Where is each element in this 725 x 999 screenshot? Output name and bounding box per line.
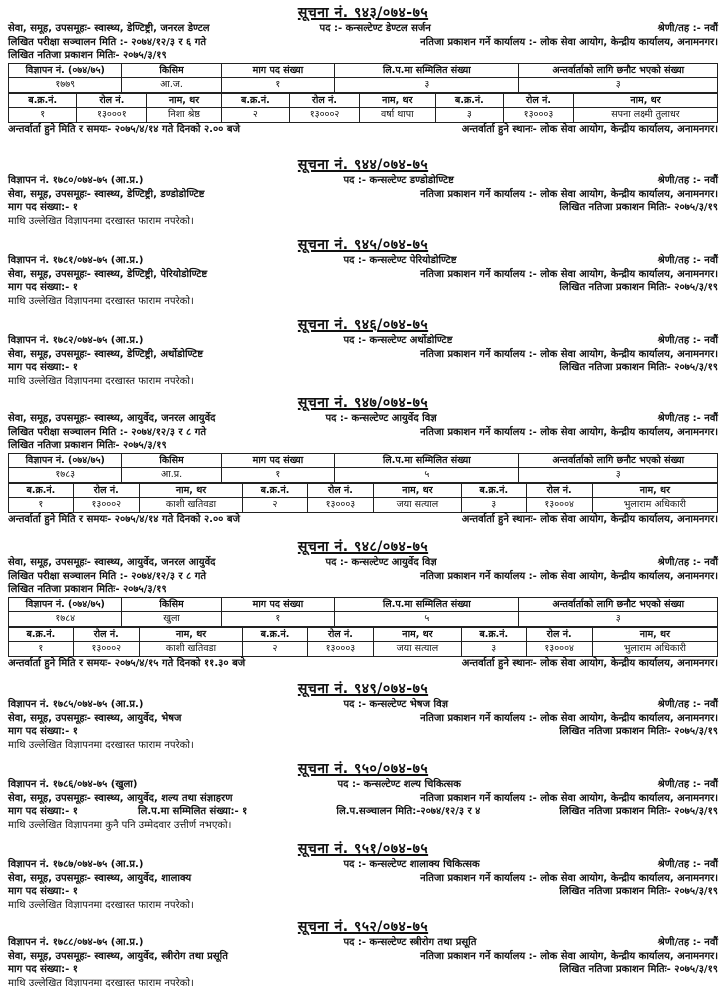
note: माथि उल्लेखित विज्ञापनमा दरखास्त फाराम नपरेको। <box>8 375 194 387</box>
exam-date: लिखित परीक्षा सञ्चालन मिति :- २०७४/१२/३ र ६ गते <box>8 36 207 48</box>
demand-count: माग पद संख्या:- १ <box>8 886 78 897</box>
interview-venue: अन्तर्वार्ता हुने स्थानः- लोक सेवा आयोग, केन्द्रीय कार्यालय, अनामनगर। <box>461 513 718 525</box>
grade: श्रेणी/तह :- नवौं <box>657 255 718 266</box>
post: पद :- कन्सल्टेण्ट डण्डोडोण्टिष्ट <box>343 175 454 186</box>
demand-count: माग पद संख्या:- १ <box>8 282 78 293</box>
notice-title: सूचना नं. ९४७/०७४-७५ <box>297 395 429 411</box>
result-office: नतिजा प्रकाशन गर्ने कार्यालय :- लोक सेवा आयोग, केन्द्रीय कार्यालय, अनामनगर। <box>420 872 718 884</box>
advertisement-no: विज्ञापन नं. १७८८/०७४-७५ (आ.प्र.) <box>8 937 144 948</box>
grade: श्रेणी/तह :- नवौं <box>657 937 718 948</box>
summary-table: विज्ञापन नं. (०७४/७५) किसिम माग पद संख्या लि.प.मा सम्मिलित संख्या अन्तर्वार्ताको लागि छनौट भएको संख्या १७७९ आ.ज. १ ३ ३ <box>8 63 718 93</box>
summary-table: विज्ञापन नं. (०७४/७५) किसिम माग पद संख्या लि.प.मा सम्मिलित संख्या अन्तर्वार्ताको लागि छनौट भएको संख्या १७८४ खुला १ ५ ३ <box>8 597 718 627</box>
result-office: नतिजा प्रकाशन गर्ने कार्यालय :- लोक सेवा आयोग, केन्द्रीय कार्यालय, अनामनगर। <box>420 570 718 582</box>
grade: श्रेणी/तह :- नवौं <box>657 779 718 790</box>
notice-title: सूचना नं. ९४६/०७४-७५ <box>297 317 429 333</box>
exam-date: लि.प.सञ्चालन मिति:-२०७४/१२/३ र ४ <box>336 806 481 817</box>
advertisement-no: विज्ञापन नं. १७८६/०७४-७५ (खुला) <box>8 779 138 790</box>
grade: श्रेणी/तह :- नवौं <box>657 859 718 870</box>
advertisement-no: विज्ञापन नं. १७८१/०७४-७५ (आ.प्र.) <box>8 255 144 266</box>
advertisement-no: विज्ञापन नं. १७८२/०७४-७५ (आ.प्र.) <box>8 335 144 346</box>
notice-947 <box>8 394 718 526</box>
interview-date: अन्तर्वार्ता हुने मिति र समयः- २०७५/४/१५ गते दिनको ११.३० बजे <box>8 657 246 669</box>
demand-count: माग पद संख्या:- १ <box>8 964 78 975</box>
note: माथि उल्लेखित विज्ञापनमा दरखास्त फाराम नपरेको। <box>8 977 194 989</box>
post: पद :- कन्सल्टेण्ट शल्य चिकित्सक <box>337 779 461 790</box>
result-date: लिखित नतिजा प्रकाशन मितिः- २०७५/३/१९ <box>8 50 167 61</box>
notice-title: सूचना नं. ९५०/०७४-७५ <box>297 761 429 777</box>
grade: श्रेणी/तह :- नवौं <box>657 175 718 186</box>
summary-table: विज्ञापन नं. (०७४/७५) किसिम माग पद संख्या लि.प.मा सम्मिलित संख्या अन्तर्वार्ताको लागि छनौट भएको संख्या १७८३ आ.प्र. १ ५ ३ <box>8 453 718 483</box>
post: पद :- कन्सल्टेण्ट अर्थोडोण्टिष्ट <box>343 335 453 346</box>
notice-title: सूचना नं. ९४३/०७४-७५ <box>297 5 429 21</box>
result-date: लिखित नतिजा प्रकाशन मितिः- २०७५/३/१९ <box>559 726 718 737</box>
service-group: सेवा, समूह, उपसमूहः- स्वास्थ्य, आयुर्वेद, शल्य तथा संज्ञाहरण <box>8 792 233 804</box>
notice-952 <box>8 918 718 990</box>
post: पद :- कन्सल्टेण्ट डेण्टल सर्जन <box>319 23 431 34</box>
interview-date: अन्तर्वार्ता हुने मिति र समयः- २०७५/४/१४ गते दिनको २.०० बजे <box>8 123 240 135</box>
grade: श्रेणी/तह :- नवौं <box>657 557 718 568</box>
notice-title: सूचना नं. ९४४/०७४-७५ <box>297 157 429 173</box>
grade: श्रेणी/तह :- नवौं <box>657 335 718 346</box>
notice-946 <box>8 316 718 388</box>
demand-count: माग पद संख्या:- १ <box>8 806 78 817</box>
interview-venue: अन्तर्वार्ता हुने स्थानः- लोक सेवा आयोग, केन्द्रीय कार्यालय, अनामनगर। <box>461 123 718 135</box>
service-group: सेवा, समूह, उपसमूहः- स्वास्थ्य, आयुर्वेद, जनरल आयुर्वेद <box>8 413 216 424</box>
service-group: सेवा, समूह, उपसमूहः- स्वास्थ्य, आयुर्वेद, स्त्रीरोग तथा प्रसूति <box>8 950 228 962</box>
service-group: सेवा, समूह, उपसमूहः- स्वास्थ्य, आयुर्वेद, शालाक्य <box>8 872 192 884</box>
candidate-table: ब.क्र.नं. रोल नं. नाम, थर ब.क्र.नं. रोल नं. नाम, थर ब.क्र.नं. रोल नं. नाम, थर १ १३०००२ काशी खतिवडा २ १३०००३ जया सत्याल ३ १३०००४ भुलाराम अधिकारी <box>8 483 718 513</box>
note: माथि उल्लेखित विज्ञापनमा दरखास्त फाराम नपरेको। <box>8 739 194 751</box>
service-group: सेवा, समूह, उपसमूहः- स्वास्थ्य, आयुर्वेद, जनरल आयुर्वेद <box>8 557 216 568</box>
advertisement-no: विज्ञापन नं. १७८०/०७४-७५ (आ.प्र.) <box>8 175 144 186</box>
notice-948 <box>8 538 718 670</box>
notice-943 <box>8 4 718 136</box>
service-group: सेवा, समूह, उपसमूहः- स्वास्थ्य, डेण्टिष्ट्री, जनरल डेण्टल <box>8 23 210 34</box>
notice-title: सूचना नं. ९४५/०७४-७५ <box>297 237 429 253</box>
notice-title: सूचना नं. ९४९/०७४-७५ <box>297 681 429 697</box>
notice-950 <box>8 760 718 832</box>
post: पद :- कन्सल्टेण्ट स्त्रीरोग तथा प्रसूति <box>343 937 477 948</box>
post: पद :- कन्सल्टेण्ट भेषज विज्ञ <box>343 699 449 710</box>
service-group: सेवा, समूह, उपसमूहः- स्वास्थ्य, डेण्टिष्ट्री, डण्डोडोण्टिष्ट <box>8 188 205 200</box>
notice-951 <box>8 840 718 912</box>
result-date: लिखित नतिजा प्रकाशन मितिः- २०७५/३/१९ <box>559 886 718 897</box>
result-office: नतिजा प्रकाशन गर्ने कार्यालय :- लोक सेवा आयोग, केन्द्रीय कार्यालय, अनामनगर। <box>420 426 718 438</box>
service-group: सेवा, समूह, उपसमूहः- स्वास्थ्य, डेण्टिष्ट्री, अर्थोडोण्टिष्ट <box>8 348 204 360</box>
note: माथि उल्लेखित विज्ञापनमा दरखास्त फाराम नपरेको। <box>8 899 194 911</box>
result-office: नतिजा प्रकाशन गर्ने कार्यालय :- लोक सेवा आयोग, केन्द्रीय कार्यालय, अनामनगर। <box>420 348 718 360</box>
notice-949 <box>8 680 718 752</box>
exam-date: लिखित परीक्षा सञ्चालन मिति :- २०७४/१२/३ र ८ गते <box>8 570 207 582</box>
demand-count: माग पद संख्या:- १ <box>8 362 78 373</box>
result-office: नतिजा प्रकाशन गर्ने कार्यालय :- लोक सेवा आयोग, केन्द्रीय कार्यालय, अनामनगर। <box>420 268 718 280</box>
result-date: लिखित नतिजा प्रकाशन मितिः- २०७५/३/१९ <box>559 362 718 373</box>
notice-945 <box>8 236 718 308</box>
table-row: १ १३०००२ काशी खतिवडा २ १३०००३ जया सत्याल ३ १३०००४ भुलाराम अधिकारी <box>9 642 718 657</box>
attended-count: लि.प.मा सम्मिलित संख्या:- १ <box>137 806 248 817</box>
table-row: १ १३०००२ काशी खतिवडा २ १३०००३ जया सत्याल ३ १३०००४ भुलाराम अधिकारी <box>9 498 718 513</box>
result-date: लिखित नतिजा प्रकाशन मितिः- २०७५/३/१९ <box>8 440 167 451</box>
grade: श्रेणी/तह :- नवौं <box>657 699 718 710</box>
notice-944 <box>8 156 718 228</box>
grade: श्रेणी/तह :- नवौं <box>657 413 718 424</box>
result-office: नतिजा प्रकाशन गर्ने कार्यालय :- लोक सेवा आयोग, केन्द्रीय कार्यालय, अनामनगर। <box>420 712 718 724</box>
advertisement-no: विज्ञापन नं. १७८७/०७४-७५ (आ.प्र.) <box>8 859 144 870</box>
result-date: लिखित नतिजा प्रकाशन मितिः- २०७५/३/१९ <box>559 202 718 213</box>
demand-count: माग पद संख्या:- १ <box>8 726 78 737</box>
note: माथि उल्लेखित विज्ञापनमा दरखास्त फाराम नपरेको। <box>8 215 194 227</box>
interview-date: अन्तर्वार्ता हुने मिति र समयः- २०७५/४/१४ गते दिनको २.०० बजे <box>8 513 240 525</box>
grade: श्रेणी/तह :- नवौं <box>657 23 718 34</box>
post: पद :- कन्सल्टेण्ट शालाक्य चिकित्सक <box>343 859 480 870</box>
result-office: नतिजा प्रकाशन गर्ने कार्यालय :- लोक सेवा आयोग, केन्द्रीय कार्यालय, अनामनगर। <box>420 792 718 804</box>
result-date: लिखित नतिजा प्रकाशन मितिः- २०७५/३/१९ <box>8 584 167 595</box>
notice-title: सूचना नं. ९४८/०७४-७५ <box>297 539 429 555</box>
advertisement-no: विज्ञापन नं. १७८५/०७४-७५ (आ.प्र.) <box>8 699 144 710</box>
result-date: लिखित नतिजा प्रकाशन मितिः- २०७५/३/१९ <box>559 282 718 293</box>
service-group: सेवा, समूह, उपसमूहः- स्वास्थ्य, आयुर्वेद, भेषज <box>8 712 182 724</box>
exam-date: लिखित परीक्षा सञ्चालन मिति :- २०७४/१२/३ र ८ गते <box>8 426 207 438</box>
candidate-table: ब.क्र.नं. रोल नं. नाम, थर ब.क्र.नं. रोल नं. नाम, थर ब.क्र.नं. रोल नं. नाम, थर १ १३०००१ निशा श्रेष्ठ २ १३०००२ वर्षा थापा ३ १३०००३ सपना लक्ष्मी तुलाधर <box>8 93 718 123</box>
service-group: सेवा, समूह, उपसमूहः- स्वास्थ्य, डेण्टिष्ट्री, पेरियोडोण्टिष्ट <box>8 268 208 280</box>
result-office: नतिजा प्रकाशन गर्ने कार्यालय :- लोक सेवा आयोग, केन्द्रीय कार्यालय, अनामनगर। <box>420 36 718 48</box>
result-office: नतिजा प्रकाशन गर्ने कार्यालय :- लोक सेवा आयोग, केन्द्रीय कार्यालय, अनामनगर। <box>420 188 718 200</box>
result-date: लिखित नतिजा प्रकाशन मितिः- २०७५/३/१९ <box>559 964 718 975</box>
post: पद :- कन्सल्टेण्ट पेरियोडोण्टिष्ट <box>343 255 457 266</box>
note: माथि उल्लेखित विज्ञापनमा कुनै पनि उम्मेदवार उत्तीर्ण नभएको। <box>8 819 232 831</box>
result-office: नतिजा प्रकाशन गर्ने कार्यालय :- लोक सेवा आयोग, केन्द्रीय कार्यालय, अनामनगर। <box>420 950 718 962</box>
table-row: १ १३०००१ निशा श्रेष्ठ २ १३०००२ वर्षा थापा ३ १३०००३ सपना लक्ष्मी तुलाधर <box>9 108 718 123</box>
result-date: लिखित नतिजा प्रकाशन मितिः- २०७५/३/१९ <box>559 806 718 817</box>
notice-title: सूचना नं. ९५१/०७४-७५ <box>297 841 429 857</box>
notice-title: सूचना नं. ९५२/०७४-७५ <box>297 919 429 935</box>
note: माथि उल्लेखित विज्ञापनमा दरखास्त फाराम नपरेको। <box>8 295 194 307</box>
demand-count: माग पद संख्या:- १ <box>8 202 78 213</box>
interview-venue: अन्तर्वार्ता हुने स्थानः- लोक सेवा आयोग, केन्द्रीय कार्यालय, अनामनगर। <box>461 657 718 669</box>
post: पद :- कन्सल्टेण्ट आयुर्वेद विज्ञ <box>325 413 437 424</box>
post: पद :- कन्सल्टेण्ट आयुर्वेद विज्ञ <box>325 557 437 568</box>
candidate-table: ब.क्र.नं. रोल नं. नाम, थर ब.क्र.नं. रोल नं. नाम, थर ब.क्र.नं. रोल नं. नाम, थर १ १३०००२ काशी खतिवडा २ १३०००३ जया सत्याल ३ १३०००४ भुलाराम अधिकारी <box>8 627 718 657</box>
